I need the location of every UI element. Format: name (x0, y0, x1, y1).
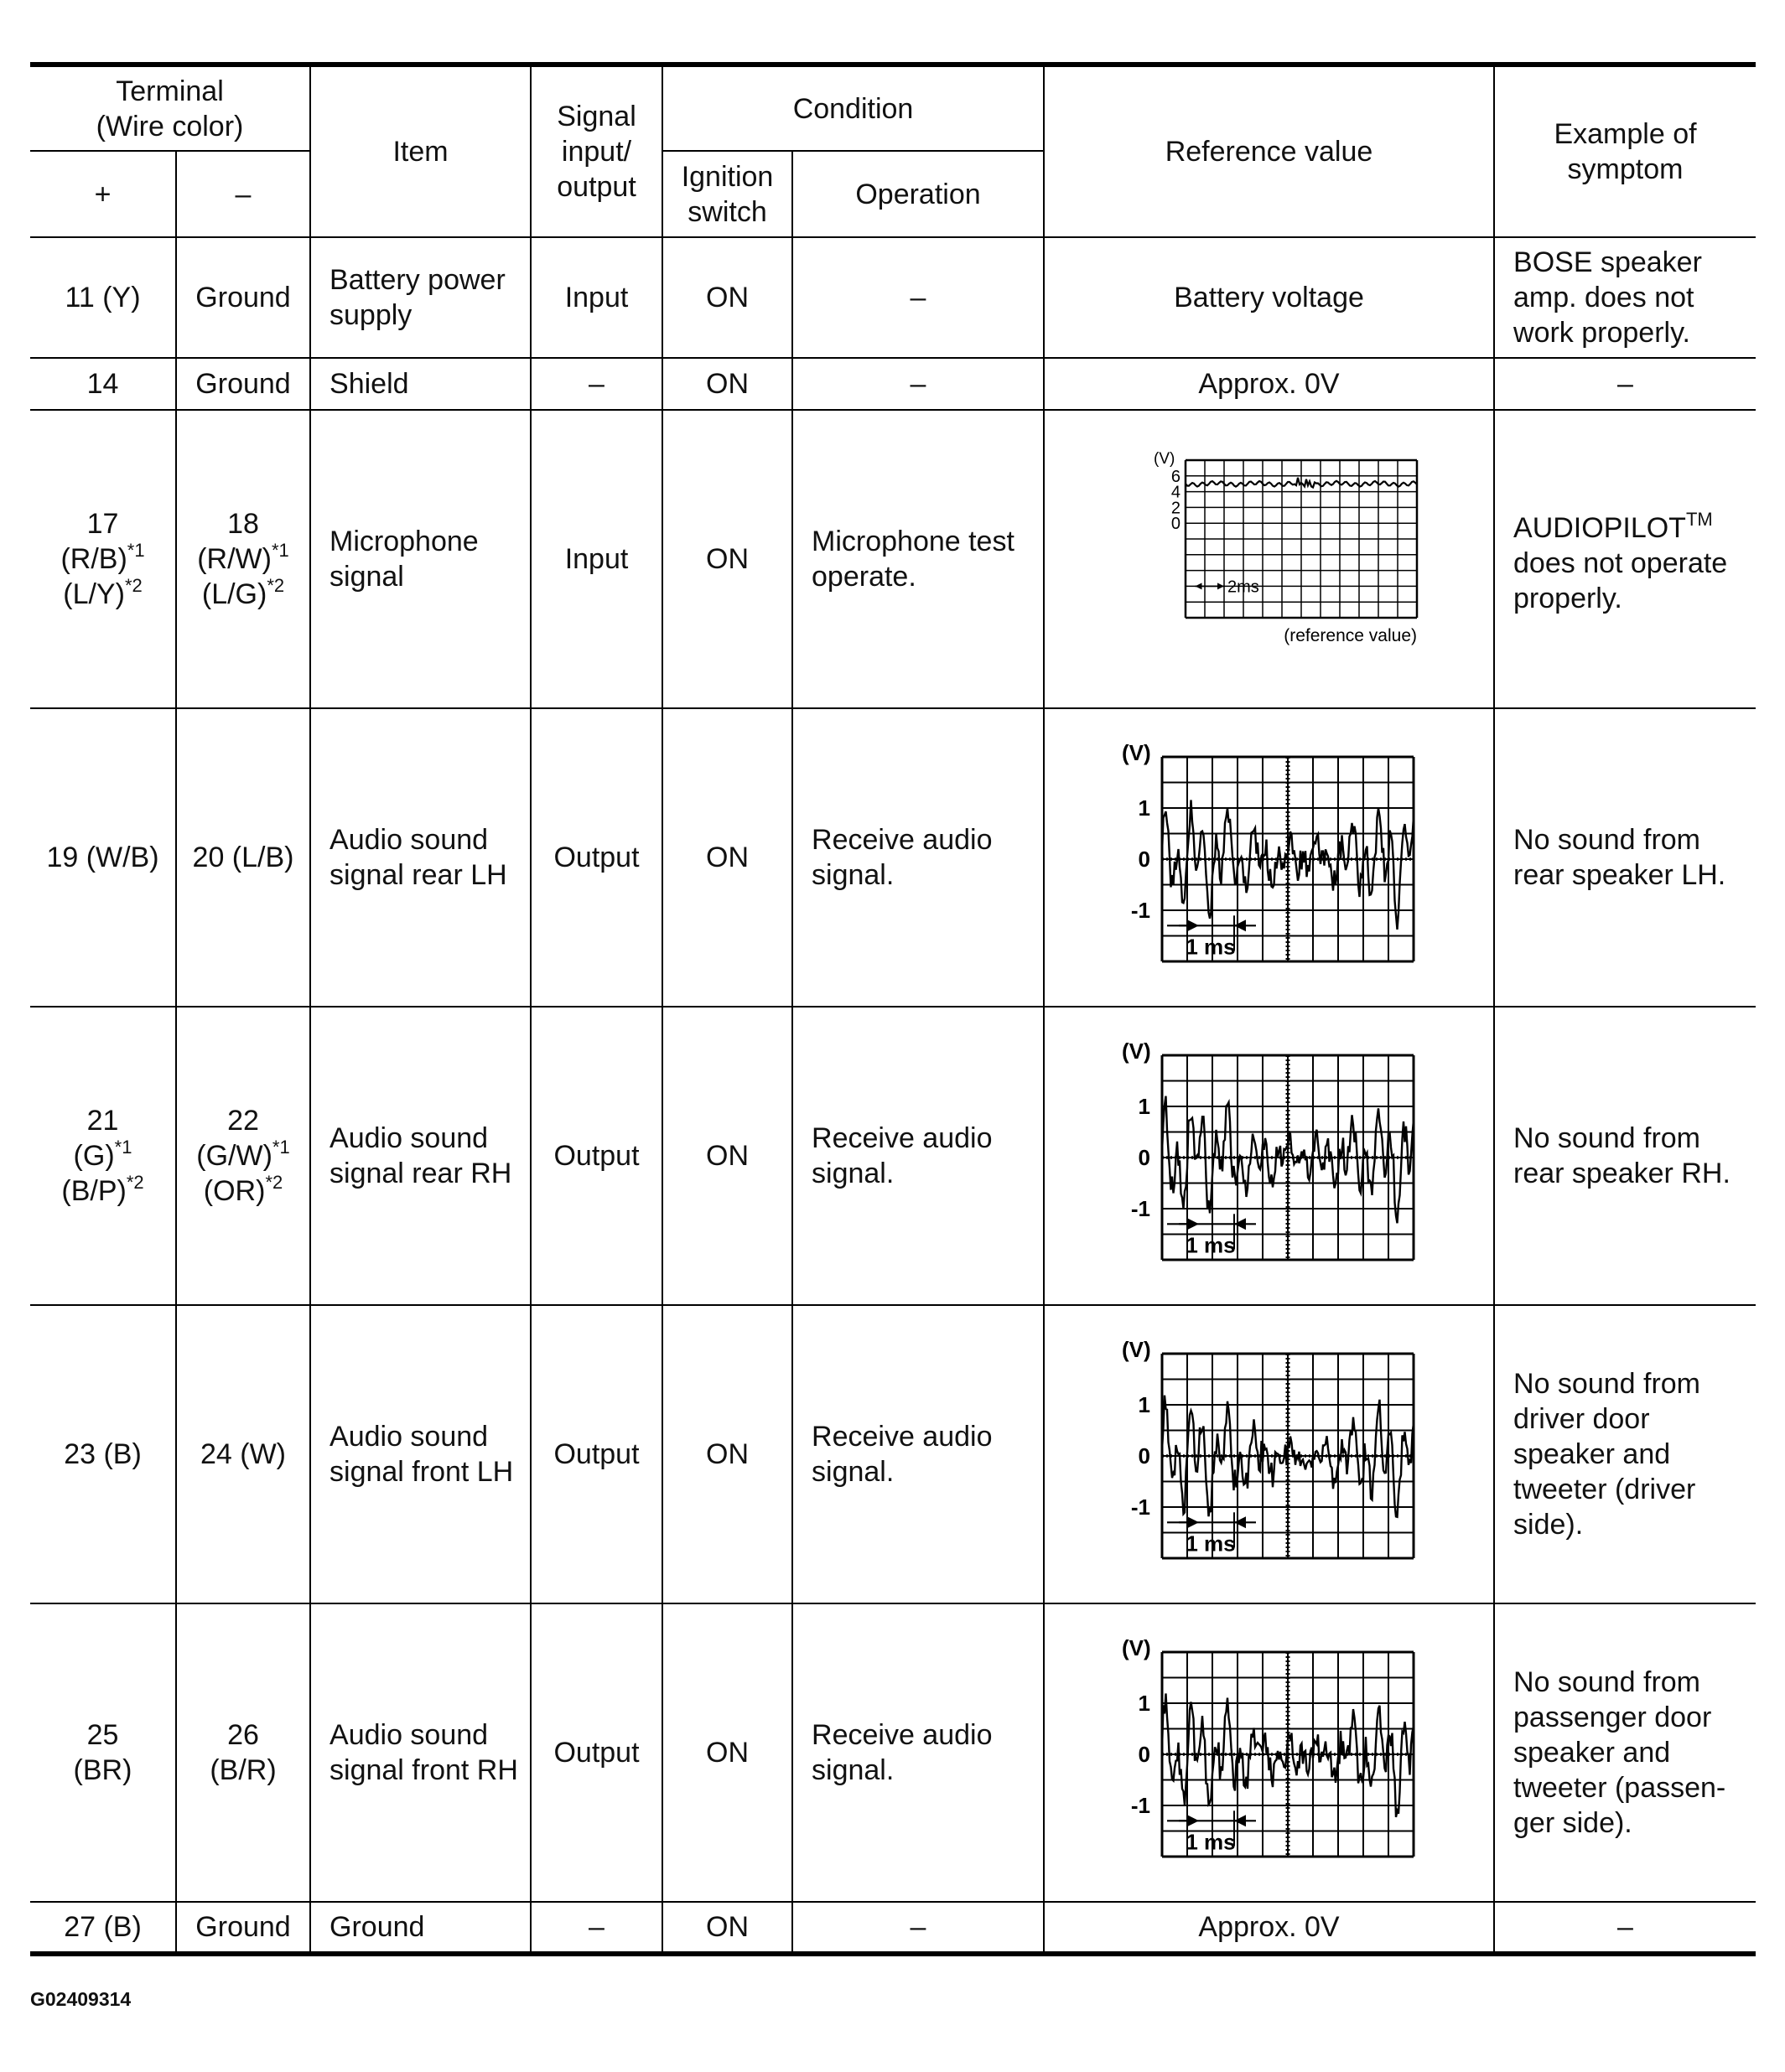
audio-scope-tick: 1 (1138, 1094, 1150, 1119)
terminal-minus: 20 (L/B) (176, 708, 310, 1007)
reference-cell: Approx. 0V (1044, 1902, 1494, 1954)
mic-scope-tick: 6 (1170, 467, 1180, 486)
symptom-cell: No sound from rear speaker LH. (1494, 708, 1756, 1007)
mic-scope-tick: 0 (1170, 515, 1180, 534)
mic-scope-tick: 2 (1170, 499, 1180, 518)
audio-time-label: 1 ms (1185, 1829, 1236, 1855)
ignition-cell: ON (662, 358, 792, 410)
table-row (30, 410, 1756, 708)
header-terminal: Terminal (Wire color) (30, 65, 310, 151)
mic-scope-unit: (V) (1153, 450, 1175, 468)
signal-cell: – (531, 358, 662, 410)
audio-scope-tick: 0 (1138, 847, 1150, 872)
terminal-minus: 22 $(G/W)^{*1}$ (OR)$^{*2}$ (176, 1007, 310, 1305)
audio-scope-tick: -1 (1130, 1494, 1150, 1520)
operation-cell: Microphone test operate. (792, 410, 1044, 708)
symptom-cell: No sound from rear speaker RH. (1494, 1007, 1756, 1305)
audio-scope-grid (1162, 1055, 1414, 1260)
signal-cell: Output (531, 1007, 662, 1305)
ignition-cell: ON (662, 1007, 792, 1305)
mic-time-label: 2ms (1227, 578, 1259, 597)
ignition-cell: ON (662, 1305, 792, 1603)
symptom-cell: BOSE speaker amp. does not work properly. (1494, 237, 1756, 358)
ignition-cell: ON (662, 410, 792, 708)
table-row (30, 1603, 1756, 1902)
audio-scope-tick: 0 (1138, 1443, 1150, 1469)
audio-scope-unit: (V) (1121, 1635, 1151, 1660)
audio-waveform (1044, 1305, 1494, 1603)
table-row (30, 1902, 1756, 1954)
header-operation: Operation (792, 151, 1044, 237)
symptom-cell: – (1494, 358, 1756, 410)
audio-waveform (1044, 708, 1494, 1007)
audio-scope-tick: -1 (1130, 1793, 1150, 1818)
audio-waveform (1044, 1007, 1494, 1305)
terminal-plus: 25 (BR) (30, 1603, 176, 1902)
table-row (30, 1007, 1756, 1305)
ignition-cell: ON (662, 1603, 792, 1902)
ignition-cell: ON (662, 1902, 792, 1954)
symptom-cell: AUDIOPILOT™ does not operate properly. (1494, 410, 1756, 708)
terminal-minus: 24 (W) (176, 1305, 310, 1603)
terminal-minus: Ground (176, 237, 310, 358)
audio-scope-tick: 1 (1138, 1392, 1150, 1417)
audio-scope-tick: 0 (1138, 1145, 1150, 1170)
header-reference: Reference value (1044, 65, 1494, 237)
audio-scope-tick: -1 (1130, 1196, 1150, 1221)
audio-scope-unit: (V) (1121, 740, 1151, 765)
audio-scope-grid (1162, 757, 1414, 961)
audio-scope-tick: -1 (1130, 898, 1150, 923)
header-item: Item (310, 65, 531, 237)
operation-cell: Receive audio signal. (792, 1603, 1044, 1902)
audio-scope-tick: 0 (1138, 1742, 1150, 1767)
terminal-plus: 19 (W/B) (30, 708, 176, 1007)
signal-cell: Output (531, 708, 662, 1007)
table-row (30, 237, 1756, 358)
audio-scope-tick: 1 (1138, 795, 1150, 821)
table-row (30, 358, 1756, 410)
figure-id: G02409314 (30, 1988, 132, 2010)
terminal-reference-table (30, 62, 1756, 1956)
trademark-mark: TM (1685, 509, 1713, 530)
symptom-cell: No sound from passenger door speaker and tweeter (passen- ger side). (1494, 1603, 1756, 1902)
item-cell: Ground (310, 1902, 531, 1954)
mic-scope-caption: (reference value) (1283, 626, 1417, 645)
terminal-plus: 21 $(G)^{*1}$ $(B/P)^{*2}$ (30, 1007, 176, 1305)
signal-cell: Output (531, 1305, 662, 1603)
audio-scope-tick: 1 (1138, 1691, 1150, 1716)
terminal-minus: 18 $(R/W)^{*1}$ $(L/G)^{*2}$ (176, 410, 310, 708)
item-cell: Microphone signal (310, 410, 531, 708)
header-plus: + (30, 151, 176, 237)
item-cell: Audio sound signal rear LH (310, 708, 531, 1007)
header-signal: Signal input/ output (531, 65, 662, 237)
signal-cell: – (531, 1902, 662, 1954)
item-cell: Audio sound signal rear RH (310, 1007, 531, 1305)
audio-time-label: 1 ms (1185, 1531, 1236, 1557)
symptom-cell: – (1494, 1902, 1756, 1954)
ignition-cell: ON (662, 237, 792, 358)
operation-cell: Receive audio signal. (792, 1007, 1044, 1305)
reference-cell: Approx. 0V (1044, 358, 1494, 410)
terminal-plus: 27 (B) (30, 1902, 176, 1954)
audio-scope-unit: (V) (1121, 1337, 1151, 1362)
header-ignition: Ignition switch (662, 151, 792, 237)
terminal-plus: 14 (30, 358, 176, 410)
symptom-cell: No sound from driver door speaker and tweeter (driver side). (1494, 1305, 1756, 1603)
signal-cell: Input (531, 410, 662, 708)
mic-scope-tick: 4 (1170, 483, 1180, 502)
header-minus: – (176, 151, 310, 237)
signal-cell: Output (531, 1603, 662, 1902)
table-body (30, 237, 1756, 1954)
audio-scope-unit: (V) (1121, 1039, 1151, 1064)
audio-scope-svg (1093, 1030, 1445, 1282)
item-cell: Battery power supply (310, 237, 531, 358)
header-condition: Condition (662, 65, 1044, 151)
audio-scope-svg (1093, 732, 1445, 983)
terminal-minus: Ground (176, 358, 310, 410)
signal-cell: Input (531, 237, 662, 358)
item-cell: Audio sound signal front RH (310, 1603, 531, 1902)
terminal-plus: 11 (Y) (30, 237, 176, 358)
microphone-waveform (1044, 410, 1494, 708)
mic-scope-svg (1102, 442, 1437, 676)
item-cell: Shield (310, 358, 531, 410)
terminal-plus: 17 $(R/B)^{*1}$ $(L/Y)^{*2}$ (30, 410, 176, 708)
operation-cell: – (792, 1902, 1044, 1954)
terminal-minus: 26 (B/R) (176, 1603, 310, 1902)
item-cell: Audio sound signal front LH (310, 1305, 531, 1603)
audio-time-label: 1 ms (1185, 1232, 1236, 1258)
operation-cell: – (792, 358, 1044, 410)
operation-cell: Receive audio signal. (792, 708, 1044, 1007)
terminal-plus: 23 (B) (30, 1305, 176, 1603)
audio-time-label: 1 ms (1185, 934, 1236, 960)
header-symptom: Example of symptom (1494, 65, 1756, 237)
table-row (30, 708, 1756, 1007)
terminal-minus: Ground (176, 1902, 310, 1954)
ignition-cell: ON (662, 708, 792, 1007)
operation-cell: – (792, 237, 1044, 358)
reference-cell: Battery voltage (1044, 237, 1494, 358)
operation-cell: Receive audio signal. (792, 1305, 1044, 1603)
table-row (30, 1305, 1756, 1603)
audio-scope-svg (1093, 1329, 1445, 1580)
audio-scope-svg (1093, 1627, 1445, 1878)
audio-waveform (1044, 1603, 1494, 1902)
